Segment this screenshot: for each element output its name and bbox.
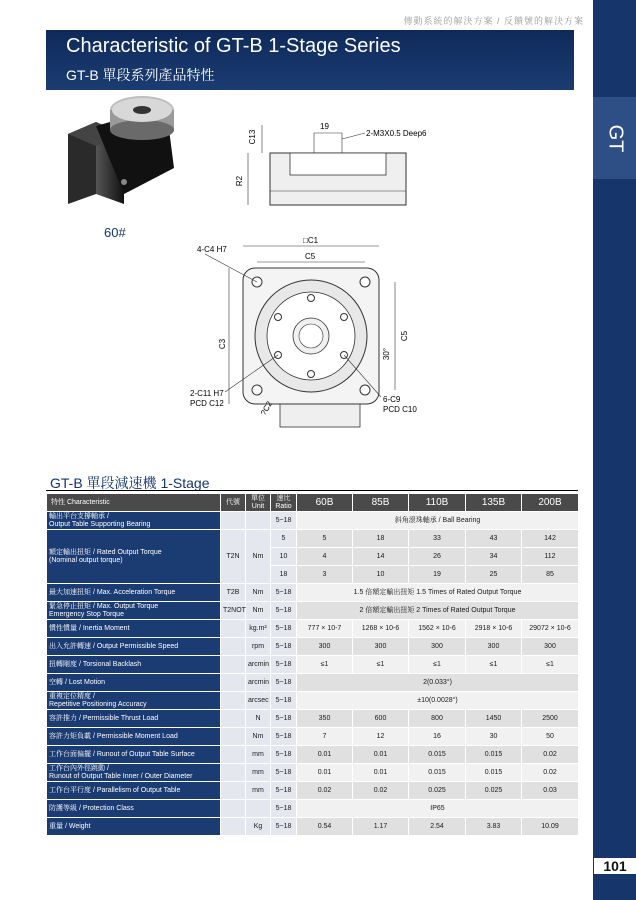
cell-value: 800 bbox=[409, 710, 466, 728]
row-ratio: 5~18 bbox=[271, 620, 297, 638]
cell-value: 1.17 bbox=[353, 818, 409, 836]
top-view-drawing bbox=[185, 232, 425, 432]
row-unit: mm bbox=[246, 782, 271, 800]
dim-c11: 2-C11 H7 bbox=[190, 389, 224, 398]
table-row bbox=[47, 584, 579, 602]
row-code bbox=[221, 818, 246, 836]
row-ratio: 5 bbox=[271, 530, 297, 548]
dim-c13: C13 bbox=[248, 129, 257, 145]
cell-value: 34 bbox=[466, 548, 522, 566]
row-code: T2B bbox=[221, 584, 246, 602]
cell-value: 112 bbox=[522, 548, 579, 566]
tagline: 傳動系統的解決方案 / 反饋號的解決方案 bbox=[403, 16, 584, 26]
table-row bbox=[47, 782, 579, 800]
row-code bbox=[221, 764, 246, 782]
cell-value: 19 bbox=[409, 566, 466, 584]
table-row bbox=[47, 746, 579, 764]
cell-value: ≤1 bbox=[297, 656, 353, 674]
row-label: 緊急停止扭矩 / Max. Output Torque Emergency Stop Torque bbox=[47, 602, 221, 620]
spec-table bbox=[46, 493, 579, 836]
cell-value: 12 bbox=[353, 728, 409, 746]
row-code bbox=[221, 638, 246, 656]
cell-value: 29072 × 10-6 bbox=[522, 620, 579, 638]
dim-r2: R2 bbox=[235, 175, 244, 187]
cell-value: 300 bbox=[297, 638, 353, 656]
cell-value: 50 bbox=[522, 728, 579, 746]
cell-value: ≤1 bbox=[466, 656, 522, 674]
cell-value: 0.02 bbox=[522, 746, 579, 764]
cell-value: 777 × 10-7 bbox=[297, 620, 353, 638]
row-code bbox=[221, 692, 246, 710]
cell-value: 0.01 bbox=[353, 746, 409, 764]
table-row bbox=[47, 638, 579, 656]
row-unit: mm bbox=[246, 746, 271, 764]
row-unit bbox=[246, 800, 271, 818]
row-ratio: 18 bbox=[271, 566, 297, 584]
cell-value: 2.54 bbox=[409, 818, 466, 836]
row-ratio: 5~18 bbox=[271, 818, 297, 836]
row-ratio: 5~18 bbox=[271, 782, 297, 800]
row-label: 容許推力 / Permissible Thrust Load bbox=[47, 710, 221, 728]
row-code bbox=[221, 674, 246, 692]
cell-value: 0.54 bbox=[297, 818, 353, 836]
cell-value: 1450 bbox=[466, 710, 522, 728]
dim-c4: 4-C4 H7 bbox=[197, 245, 227, 254]
dim-tap: 2-M3X0.5 Deep6 bbox=[366, 129, 427, 138]
cell-value: 350 bbox=[297, 710, 353, 728]
cell-span-value: 1.5 倍額定輸出扭矩 1.5 Times of Rated Output Torque bbox=[297, 584, 579, 602]
cell-value: 300 bbox=[522, 638, 579, 656]
page-number: 101 bbox=[594, 858, 636, 874]
cell-value: 1268 × 10-6 bbox=[353, 620, 409, 638]
cell-span-value: ±10(0.0028°) bbox=[297, 692, 579, 710]
cell-value: 10.09 bbox=[522, 818, 579, 836]
table-row bbox=[47, 800, 579, 818]
header-model: 85B bbox=[353, 494, 409, 512]
row-ratio: 5~18 bbox=[271, 638, 297, 656]
cell-value: 5 bbox=[297, 530, 353, 548]
cell-value: ≤1 bbox=[522, 656, 579, 674]
dim-19: 19 bbox=[320, 122, 329, 131]
cell-value: 142 bbox=[522, 530, 579, 548]
cell-value: 33 bbox=[409, 530, 466, 548]
row-code bbox=[221, 746, 246, 764]
header-characteristic: 特性 Characteristic bbox=[47, 494, 221, 512]
cell-value: 0.01 bbox=[297, 746, 353, 764]
table-row bbox=[47, 512, 579, 530]
table-row bbox=[47, 764, 579, 782]
row-label: 工作台平行度 / Parallelism of Output Table bbox=[47, 782, 221, 800]
row-label: 工作台面偏擺 / Runout of Output Table Surface bbox=[47, 746, 221, 764]
cell-value: 3 bbox=[297, 566, 353, 584]
cell-span-value: 2(0.033°) bbox=[297, 674, 579, 692]
row-ratio: 5~18 bbox=[271, 512, 297, 530]
cell-value: 1562 × 10-6 bbox=[409, 620, 466, 638]
dim-c5-side: C5 bbox=[400, 330, 409, 342]
cell-value: 0.025 bbox=[409, 782, 466, 800]
row-code bbox=[221, 656, 246, 674]
cell-value: 25 bbox=[466, 566, 522, 584]
row-label: 出入允許轉速 / Output Permissible Speed bbox=[47, 638, 221, 656]
product-caption: 60# bbox=[104, 225, 126, 240]
cell-value: 0.015 bbox=[466, 746, 522, 764]
section-divider bbox=[46, 490, 578, 491]
header-code: 代號 bbox=[221, 494, 246, 512]
row-label: 防護等級 / Protection Class bbox=[47, 800, 221, 818]
dim-pcd-c12: PCD C12 bbox=[190, 399, 224, 408]
header-model: 200B bbox=[522, 494, 579, 512]
cell-value: 0.015 bbox=[466, 764, 522, 782]
row-code: T2N bbox=[221, 530, 246, 584]
row-unit: mm bbox=[246, 764, 271, 782]
cell-value: 0.01 bbox=[353, 764, 409, 782]
row-unit: arcsec bbox=[246, 692, 271, 710]
row-unit: rpm bbox=[246, 638, 271, 656]
cell-value: 2500 bbox=[522, 710, 579, 728]
row-ratio: 5~18 bbox=[271, 710, 297, 728]
title-banner bbox=[46, 30, 574, 90]
dim-c3: C3 bbox=[218, 338, 227, 350]
table-row bbox=[47, 674, 579, 692]
row-unit: Nm bbox=[246, 584, 271, 602]
row-unit: arcmin bbox=[246, 674, 271, 692]
cell-value: ≤1 bbox=[353, 656, 409, 674]
row-code bbox=[221, 620, 246, 638]
cell-value: 85 bbox=[522, 566, 579, 584]
row-unit: Nm bbox=[246, 530, 271, 584]
table-row bbox=[47, 692, 579, 710]
row-unit: N bbox=[246, 710, 271, 728]
page-title: Characteristic of GT-B 1-Stage Series bbox=[66, 35, 401, 57]
table-row bbox=[47, 530, 579, 548]
row-label: 空轉 / Lost Motion bbox=[47, 674, 221, 692]
section-title: GT-B 單段減速機 1-Stage bbox=[50, 475, 210, 491]
cell-value: 43 bbox=[466, 530, 522, 548]
row-code bbox=[221, 800, 246, 818]
row-unit bbox=[246, 512, 271, 530]
cell-span-value: 2 倍額定輸出扭矩 2 Times of Rated Output Torque bbox=[297, 602, 579, 620]
header-model: 60B bbox=[297, 494, 353, 512]
table-row bbox=[47, 620, 579, 638]
row-ratio: 10 bbox=[271, 548, 297, 566]
cell-value: 0.02 bbox=[522, 764, 579, 782]
table-row bbox=[47, 656, 579, 674]
dim-c1: □C1 bbox=[303, 236, 319, 245]
cell-value: ≤1 bbox=[409, 656, 466, 674]
row-label: 重複定位精度 / Repetitive Positioning Accuracy bbox=[47, 692, 221, 710]
page-subtitle: GT-B 單段系列產品特性 bbox=[66, 67, 215, 83]
row-unit: Nm bbox=[246, 602, 271, 620]
row-label: 工作台內外徑跳動 / Runout of Output Table Inner / Outer Diameter bbox=[47, 764, 221, 782]
cell-value: 300 bbox=[466, 638, 522, 656]
row-label: 扭轉剛度 / Torsional Backlash bbox=[47, 656, 221, 674]
row-ratio: 5~18 bbox=[271, 728, 297, 746]
row-ratio: 5~18 bbox=[271, 746, 297, 764]
cell-value: 18 bbox=[353, 530, 409, 548]
product-photo bbox=[66, 96, 176, 226]
row-code bbox=[221, 512, 246, 530]
cell-span-value: 斜角滾珠軸承 / Ball Bearing bbox=[297, 512, 579, 530]
row-label: 重量 / Weight bbox=[47, 818, 221, 836]
row-ratio: 5~18 bbox=[271, 584, 297, 602]
cell-value: 4 bbox=[297, 548, 353, 566]
header-model: 110B bbox=[409, 494, 466, 512]
row-code bbox=[221, 710, 246, 728]
cell-span-value: IP65 bbox=[297, 800, 579, 818]
row-label: 容許力矩負載 / Permissible Moment Load bbox=[47, 728, 221, 746]
row-unit: arcmin bbox=[246, 656, 271, 674]
side-view-drawing bbox=[230, 115, 470, 215]
cell-value: 26 bbox=[409, 548, 466, 566]
table-row bbox=[47, 728, 579, 746]
row-label: 慣性慣量 / Inertia Moment bbox=[47, 620, 221, 638]
table-header-row bbox=[47, 494, 579, 512]
row-ratio: 5~18 bbox=[271, 800, 297, 818]
row-code bbox=[221, 728, 246, 746]
cell-value: 0.01 bbox=[297, 764, 353, 782]
table-row bbox=[47, 818, 579, 836]
row-unit: kg.m² bbox=[246, 620, 271, 638]
dim-c5-top: C5 bbox=[305, 252, 316, 261]
header-unit: 單位 Unit bbox=[246, 494, 271, 512]
cell-value: 10 bbox=[353, 566, 409, 584]
cell-value: 600 bbox=[353, 710, 409, 728]
row-label: 額定輸出扭矩 / Rated Output Torque (Nominal output torque) bbox=[47, 530, 221, 584]
cell-value: 300 bbox=[409, 638, 466, 656]
table-row bbox=[47, 602, 579, 620]
cell-value: 0.03 bbox=[522, 782, 579, 800]
table-row bbox=[47, 710, 579, 728]
row-code: T2NOT bbox=[221, 602, 246, 620]
cell-value: 0.025 bbox=[466, 782, 522, 800]
cell-value: 2918 × 10-6 bbox=[466, 620, 522, 638]
cell-value: 0.015 bbox=[409, 764, 466, 782]
cell-value: 7 bbox=[297, 728, 353, 746]
cell-value: 0.02 bbox=[353, 782, 409, 800]
cell-value: 0.015 bbox=[409, 746, 466, 764]
dim-c2: ?C2 bbox=[258, 399, 275, 417]
header-ratio: 速比 Ratio bbox=[271, 494, 297, 512]
cell-value: 3.83 bbox=[466, 818, 522, 836]
cell-value: 0.02 bbox=[297, 782, 353, 800]
dim-c9: 6-C9 bbox=[383, 395, 401, 404]
row-ratio: 5~18 bbox=[271, 656, 297, 674]
section-tab-gt: GT bbox=[593, 97, 636, 179]
row-ratio: 5~18 bbox=[271, 764, 297, 782]
row-ratio: 5~18 bbox=[271, 674, 297, 692]
row-label: 輸出平台支撐軸承 / Output Table Supporting Bearing bbox=[47, 512, 221, 530]
row-unit: Kg bbox=[246, 818, 271, 836]
cell-value: 300 bbox=[353, 638, 409, 656]
cell-value: 30 bbox=[466, 728, 522, 746]
row-ratio: 5~18 bbox=[271, 602, 297, 620]
dim-pcd-c10: PCD C10 bbox=[383, 405, 417, 414]
dim-angle: 30° bbox=[382, 347, 391, 361]
row-label: 最大加速扭矩 / Max. Acceleration Torque bbox=[47, 584, 221, 602]
header-model: 135B bbox=[466, 494, 522, 512]
row-ratio: 5~18 bbox=[271, 692, 297, 710]
cell-value: 16 bbox=[409, 728, 466, 746]
row-code bbox=[221, 782, 246, 800]
row-unit: Nm bbox=[246, 728, 271, 746]
cell-value: 14 bbox=[353, 548, 409, 566]
